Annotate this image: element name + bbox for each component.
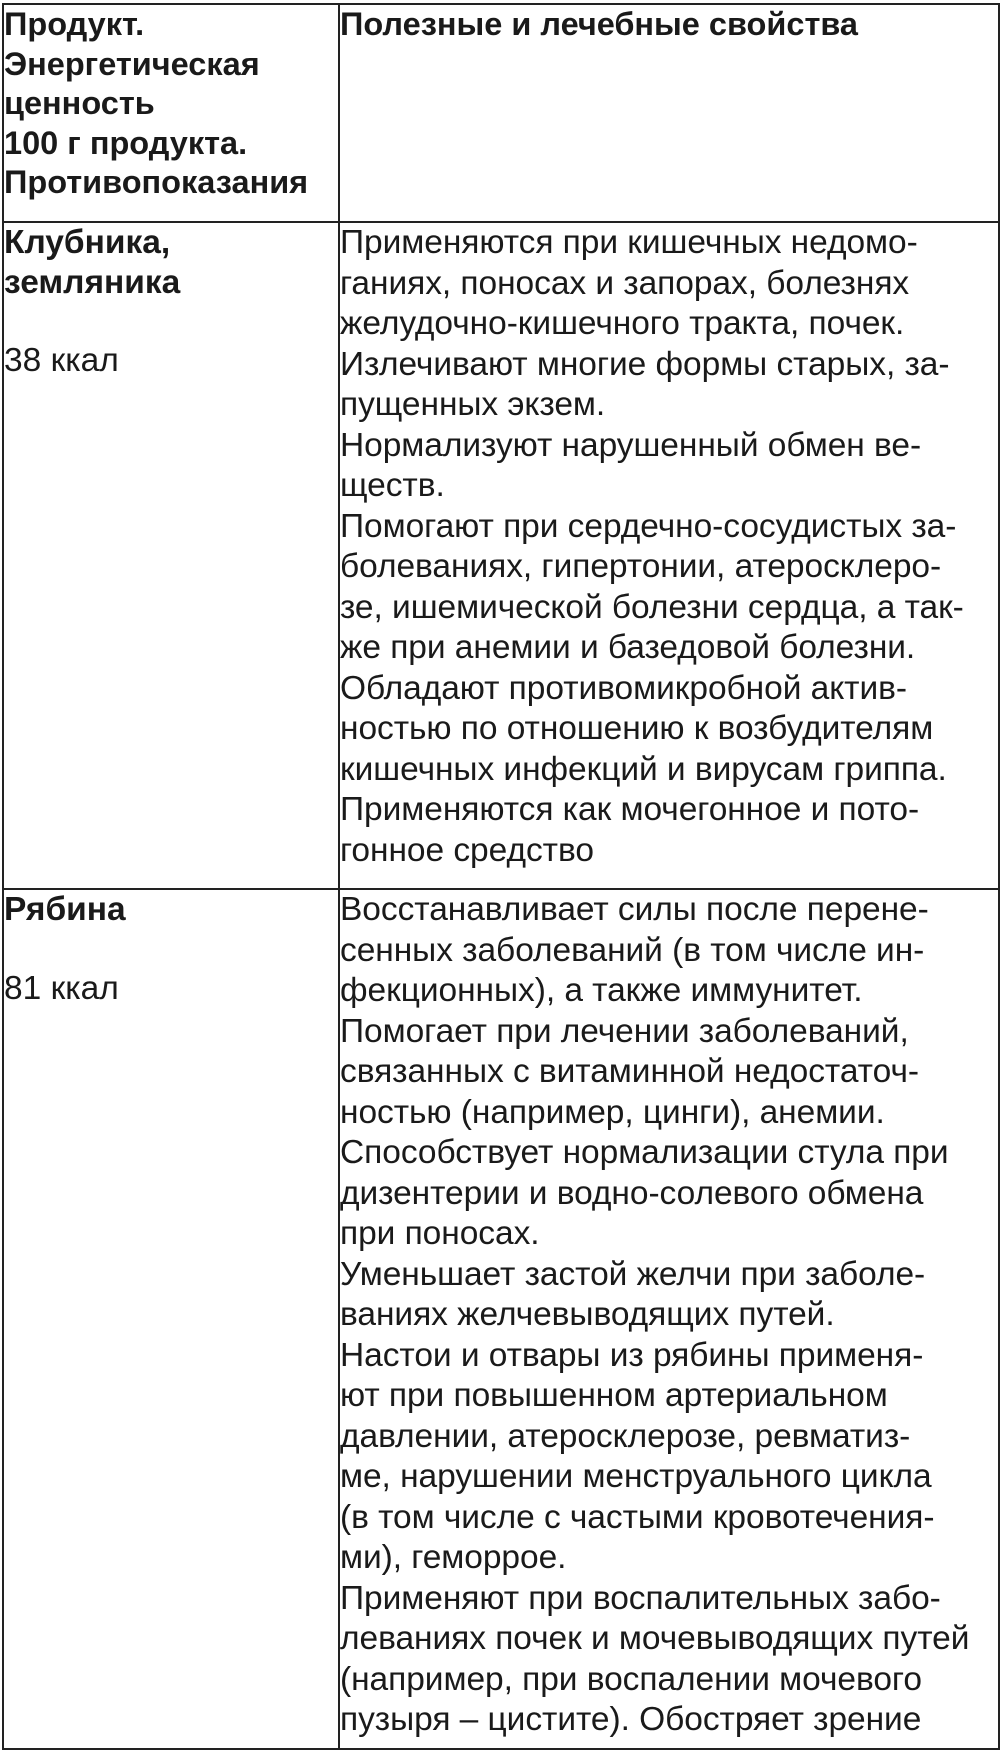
description-line: гонное средство [340, 831, 594, 869]
description-line: ют при повышенном артериальном [340, 1377, 888, 1414]
description-line: зе, ишемической болезни сердца, а так- [340, 588, 964, 626]
description-line: леваниях почек и мочевыводящих путей [340, 1620, 970, 1657]
description-line: давлении, атеросклерозе, ревматиз- [340, 1417, 911, 1455]
header-properties-cell [339, 4, 999, 222]
header-properties-label: Полезные и лечебные свойства [340, 6, 858, 42]
description-line: связанных с витаминной недостаточ- [340, 1053, 919, 1090]
description-line: Настои и отвары из рябины применя- [340, 1336, 924, 1374]
description-line: желудочно-кишечного тракта, почек. [340, 305, 905, 342]
description-line: ганиях, поносах и запорах, болезнях [340, 264, 910, 302]
table-row [3, 889, 999, 1749]
description-line: ме, нарушении менструального цикла [340, 1458, 932, 1495]
header-product-line: Энергетическая [4, 45, 260, 82]
description-line: Применяются как мочегонное и пото- [340, 791, 920, 828]
description-line: Восстанавливает силы после перене- [340, 891, 929, 928]
description-line: дизентерии и водно-солевого обмена [340, 1174, 924, 1212]
description-line: Уменьшает застой желчи при заболе- [340, 1255, 926, 1293]
header-product-line: ценность [4, 85, 155, 121]
description-line: Помогает при лечении заболеваний, [340, 1012, 909, 1050]
description-line: ществ. [340, 467, 445, 504]
product-calories: 81 ккал [4, 969, 119, 1007]
description-line: при поносах. [340, 1215, 540, 1252]
product-cell [3, 889, 339, 1749]
product-name [4, 223, 338, 302]
table-header-row [3, 4, 999, 222]
product-name-line: земляника [4, 263, 181, 301]
description-line: болеваниях, гипертонии, атеросклеро- [340, 548, 942, 585]
description-line: пузыря – цистите). Обостряет зрение [340, 1701, 922, 1738]
description-line: Способствует нормализации стула при [340, 1134, 949, 1171]
description-line: (в том числе с частыми кровотечения- [340, 1498, 935, 1536]
description-line: Применяют при воспалительных забо- [340, 1579, 941, 1617]
product-name [4, 890, 338, 930]
description-line: ми), геморрое. [340, 1539, 567, 1576]
product-cell [3, 222, 339, 889]
product-name-line: Клубника, [4, 224, 171, 261]
description-line: фекционных), а также иммунитет. [340, 972, 863, 1009]
description-line: кишечных инфекций и вирусам гриппа. [340, 750, 947, 788]
description-line: (например, при воспалении мочевого [340, 1660, 922, 1698]
header-product-line: Продукт. [4, 6, 145, 42]
description-line: Нормализуют нарушенный обмен ве- [340, 426, 922, 464]
description-line: сенных заболеваний (в том числе ин- [340, 931, 925, 969]
product-properties-table [2, 3, 1000, 1750]
header-product-line: Противопоказания [4, 164, 309, 200]
description-line: Применяются при кишечных недомо- [340, 224, 918, 261]
header-product-cell [3, 4, 339, 222]
description-line: пущенных экзем. [340, 386, 606, 423]
description-line: ностью по отношению к возбудителям [340, 710, 934, 747]
product-name-line: Рябина [4, 891, 126, 928]
description-cell [339, 222, 999, 889]
product-calories: 38 ккал [4, 342, 119, 379]
description-line: Излечивают многие формы старых, за- [340, 345, 950, 383]
description-line: ваниях желчевыводящих путей. [340, 1296, 835, 1333]
table-row [3, 222, 999, 889]
description-line: ностью (например, цинги), анемии. [340, 1093, 885, 1131]
description-line: Обладают противомикробной актив- [340, 669, 907, 707]
description-line: же при анемии и базедовой болезни. [340, 629, 916, 666]
header-product-line: 100 г продукта. [4, 124, 248, 161]
description-line: Помогают при сердечно-сосудистых за- [340, 507, 957, 545]
description-cell [339, 889, 999, 1749]
